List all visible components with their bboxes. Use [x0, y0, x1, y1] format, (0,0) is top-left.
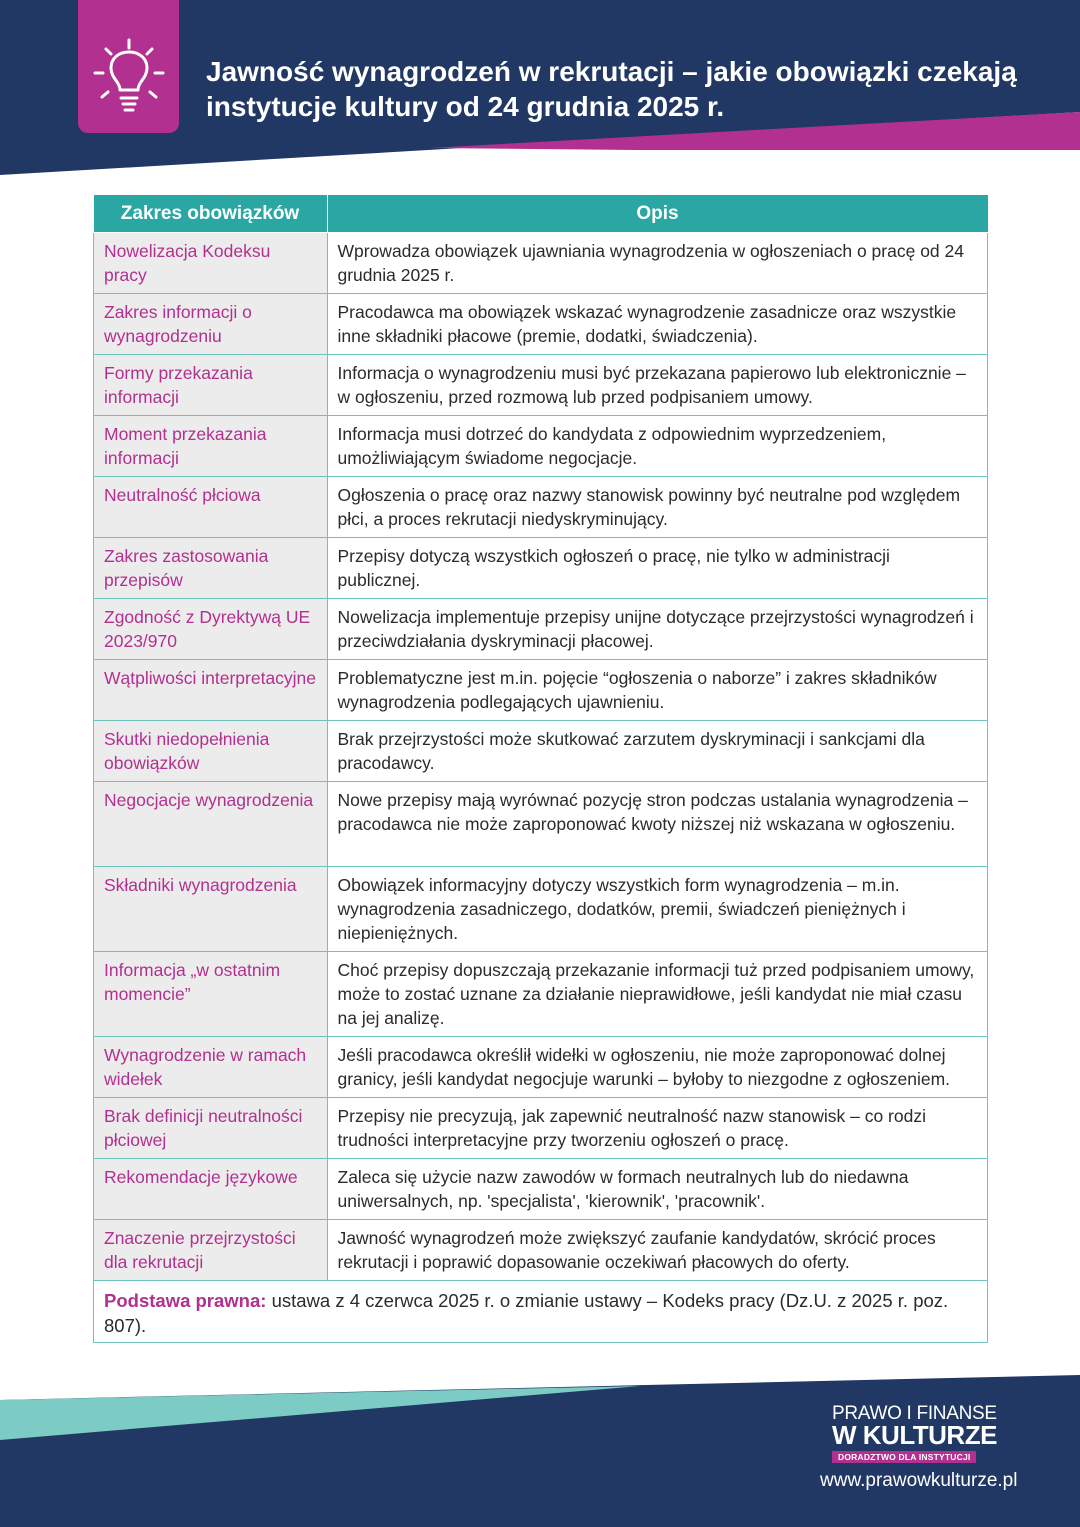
row-topic: Neutralność płciowa [94, 477, 328, 538]
row-topic: Zakres informacji o wynagrodzeniu [94, 294, 328, 355]
table-row [94, 294, 988, 355]
lightbulb-icon [89, 36, 169, 116]
legal-basis-label: Podstawa prawna: [104, 1290, 267, 1311]
row-description: Ogłoszenia o pracę oraz nazwy stanowisk powinny być neutralne pod względem płci, a proces rekrutacji niedyskryminujący. [327, 477, 988, 538]
row-description: Obowiązek informacyjny dotyczy wszystkich form wynagrodzenia – m.in. wynagrodzenia zasadniczego, dodatków, premii, świadczeń pieniężnych i niepieniężnych. [327, 867, 988, 952]
row-description: Jeśli pracodawca określił widełki w ogłoszeniu, nie może zaproponować dolnej granicy, jeśli kandydat negocjuje warunki – byłoby to niezgodne z ogłoszeniem. [327, 1037, 988, 1098]
row-description: Wprowadza obowiązek ujawniania wynagrodzenia w ogłoszeniach o pracę od 24 grudnia 2025 r. [327, 233, 988, 294]
row-topic: Wątpliwości interpretacyjne [94, 660, 328, 721]
row-description: Pracodawca ma obowiązek wskazać wynagrodzenie zasadnicze oraz wszystkie inne składniki płacowe (premie, dodatki, świadczenia). [327, 294, 988, 355]
brand-logo [832, 1404, 1007, 1465]
table-row [94, 721, 988, 782]
row-topic: Moment przekazania informacji [94, 416, 328, 477]
row-description: Przepisy nie precyzują, jak zapewnić neutralność nazw stanowisk – co rodzi trudności interpretacyjne przy tworzeniu ogłoszeń o pracę. [327, 1098, 988, 1159]
row-topic: Informacja „w ostatnim momencie” [94, 952, 328, 1037]
table-row [94, 782, 988, 867]
row-description: Jawność wynagrodzeń może zwiększyć zaufanie kandydatów, skrócić proces rekrutacji i poprawić dopasowanie oczekiwań płacowych do oferty. [327, 1220, 988, 1281]
row-description: Choć przepisy dopuszczają przekazanie informacji tuż przed podpisaniem umowy, może to zostać uznane za działanie nieprawidłowe, jeśli kandydat nie miał czasu na jej analizę. [327, 952, 988, 1037]
row-description: Nowe przepisy mają wyrównać pozycję stron podczas ustalania wynagrodzenia – pracodawca nie może zaproponować kwoty niższej niż wskazana w ogłoszeniu. [327, 782, 988, 867]
row-topic: Skutki niedopełnienia obowiązków [94, 721, 328, 782]
table-row [94, 1220, 988, 1281]
table-row [94, 1098, 988, 1159]
row-description: Nowelizacja implementuje przepisy unijne dotyczące przejrzystości wynagrodzeń i przeciwdziałania dyskryminacji płacowej. [327, 599, 988, 660]
table-body [94, 233, 988, 1343]
table-row [94, 660, 988, 721]
row-topic: Znaczenie przejrzystości dla rekrutacji [94, 1220, 328, 1281]
row-topic: Wynagrodzenie w ramach widełek [94, 1037, 328, 1098]
row-description: Przepisy dotyczą wszystkich ogłoszeń o pracę, nie tylko w administracji publicznej. [327, 538, 988, 599]
column-header-scope: Zakres obowiązków [94, 195, 328, 233]
row-topic: Brak definicji neutralności płciowej [94, 1098, 328, 1159]
logo-line-1: PRAWO I FINANSE [832, 1403, 997, 1424]
row-topic: Zgodność z Dyrektywą UE 2023/970 [94, 599, 328, 660]
table-row [94, 355, 988, 416]
row-topic: Składniki wynagrodzenia [94, 867, 328, 952]
row-topic: Negocjacje wynagrodzenia [94, 782, 328, 867]
row-description: Problematyczne jest m.in. pojęcie “ogłoszenia o naborze” i zakres składników wynagrodzenia podlegających ujawnieniu. [327, 660, 988, 721]
table-row [94, 233, 988, 294]
row-topic: Nowelizacja Kodeksu pracy [94, 233, 328, 294]
table-header-row [94, 195, 988, 233]
row-description: Informacja o wynagrodzeniu musi być przekazana papierowo lub elektronicznie – w ogłoszeniu, przed rozmową lub przed podpisaniem umowy. [327, 355, 988, 416]
logo-line-2: W KULTURZE [832, 1420, 997, 1450]
legal-basis-text: ustawa z 4 czerwca 2025 r. o zmianie ustawy – Kodeks pracy (Dz.U. z 2025 r. poz. 807). [104, 1290, 949, 1336]
legal-basis-row [94, 1281, 988, 1343]
logo-tagline: DORADZTWO DLA INSTYTUCJI [832, 1451, 976, 1463]
page-title: Jawność wynagrodzeń w rekrutacji – jakie obowiązki czekają instytucje kultury od 24 grudnia 2025 r. [206, 56, 1017, 122]
website-link[interactable]: www.prawowkulturze.pl [820, 1470, 1018, 1491]
row-description: Brak przejrzystości może skutkować zarzutem dyskryminacji i sankcjami dla pracodawcy. [327, 721, 988, 782]
obligations-table-container [93, 195, 988, 1343]
row-topic: Rekomendacje językowe [94, 1159, 328, 1220]
row-topic: Zakres zastosowania przepisów [94, 538, 328, 599]
column-header-description: Opis [327, 195, 988, 233]
table-row [94, 952, 988, 1037]
table-row [94, 538, 988, 599]
table-row [94, 1037, 988, 1098]
table-row [94, 599, 988, 660]
table-row [94, 416, 988, 477]
row-description: Informacja musi dotrzeć do kandydata z odpowiednim wyprzedzeniem, umożliwiającym świadome negocjacje. [327, 416, 988, 477]
table-row [94, 1159, 988, 1220]
row-description: Zaleca się użycie nazw zawodów w formach neutralnych lub do niedawna uniwersalnych, np. 'specjalista', 'kierownik', 'pracownik'. [327, 1159, 988, 1220]
lightbulb-badge [78, 0, 179, 133]
table-row [94, 867, 988, 952]
obligations-table [93, 195, 988, 1343]
table-row [94, 477, 988, 538]
row-topic: Formy przekazania informacji [94, 355, 328, 416]
legal-basis-cell [94, 1281, 988, 1343]
